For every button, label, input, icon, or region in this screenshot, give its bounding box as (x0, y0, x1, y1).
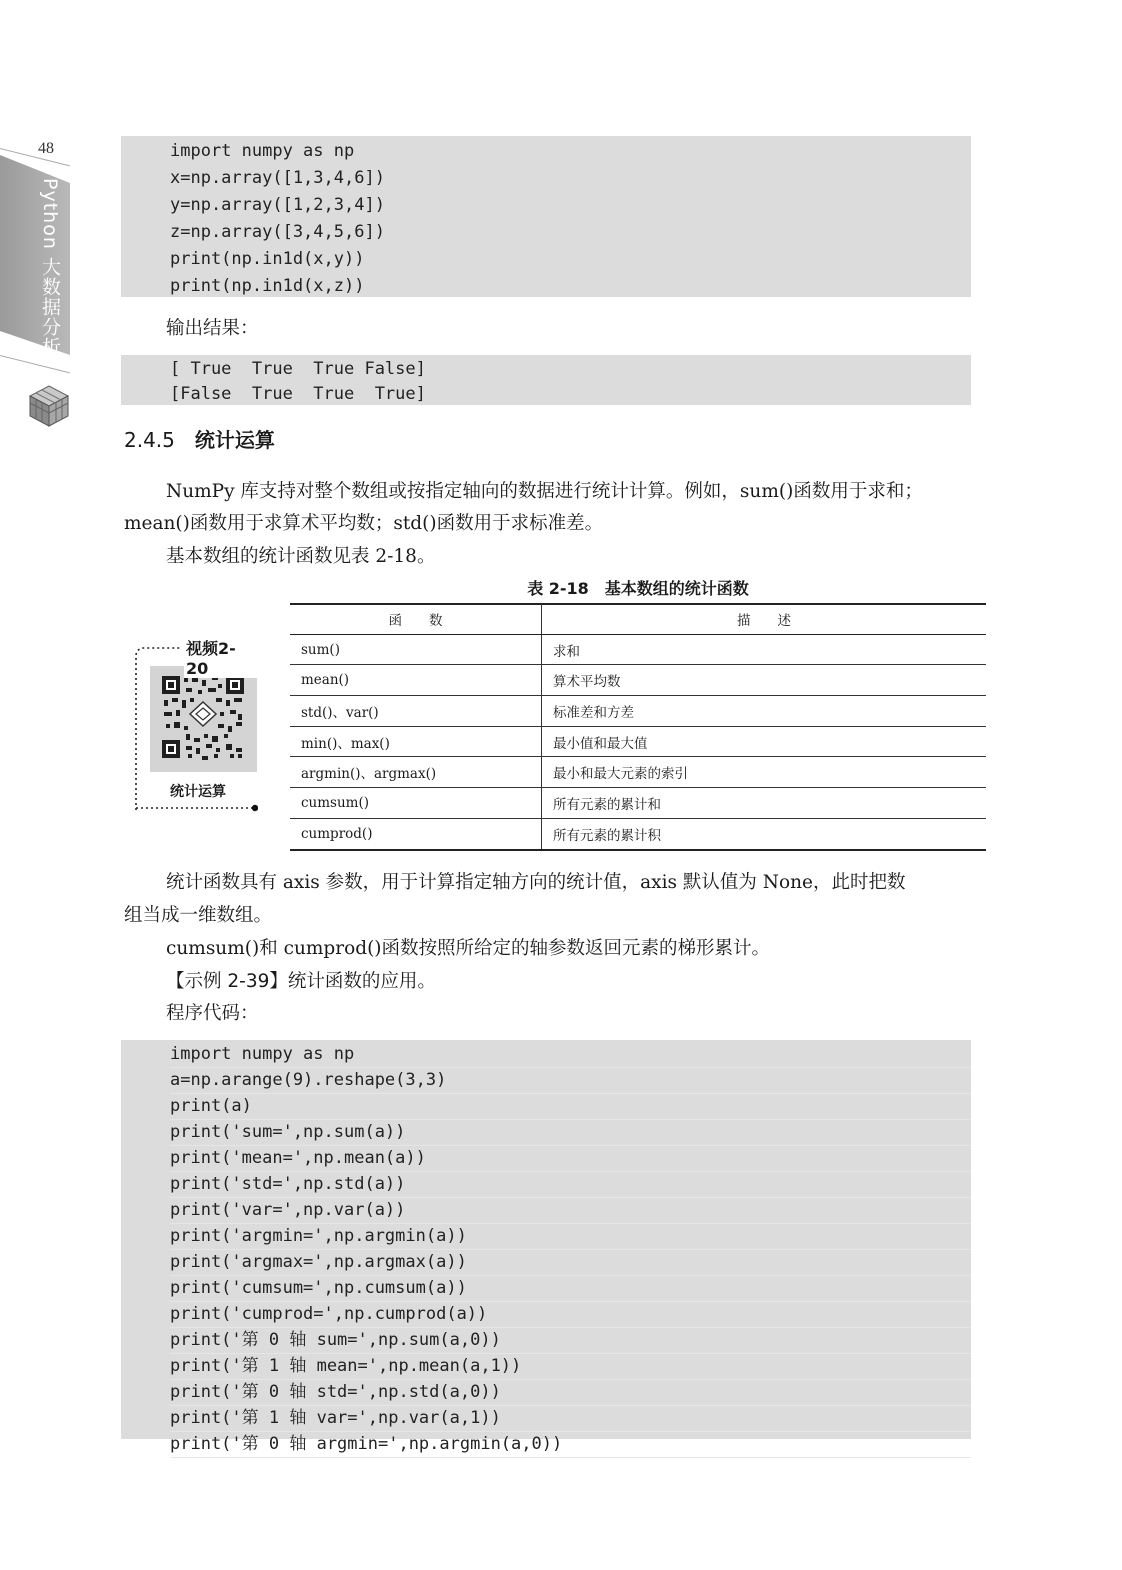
function-cell: sum() (290, 634, 542, 665)
function-cell: cumprod() (290, 818, 542, 849)
table-row (290, 757, 986, 788)
code-line: print('argmax=',np.argmax(a)) (170, 1250, 971, 1276)
paragraph-line: 基本数组的统计函数见表 2-18。 (166, 546, 436, 567)
code-line: print('第 1 轴 mean=',np.mean(a,1)) (170, 1354, 971, 1380)
function-cell: argmin()、argmax() (290, 757, 542, 788)
code-line: print('第 1 轴 var=',np.var(a,1)) (170, 1406, 971, 1432)
paragraph-line: cumsum()和 cumprod()函数按照所给定的轴参数返回元素的梯形累计。 (166, 938, 771, 959)
code-line: print('mean=',np.mean(a)) (170, 1146, 971, 1172)
column-header: 函 数 (290, 604, 542, 634)
table-row (290, 696, 986, 727)
code-line: y=np.array([1,2,3,4]) (170, 195, 385, 215)
description-cell: 标准差和方差 (542, 696, 987, 727)
book-title: Python 大数据分析 (39, 178, 61, 357)
code-line: x=np.array([1,3,4,6]) (170, 168, 385, 188)
function-cell: min()、max() (290, 726, 542, 757)
section-heading (124, 424, 275, 453)
paragraph-line: 统计函数具有 axis 参数，用于计算指定轴方向的统计值，axis 默认值为 None，此时把数 (166, 872, 906, 893)
code-line: print('sum=',np.sum(a)) (170, 1120, 971, 1146)
table-header-row (290, 604, 986, 634)
output-line: [ True True True False] (170, 359, 426, 379)
code-line: print('argmin=',np.argmin(a)) (170, 1224, 971, 1250)
example-line (166, 966, 436, 998)
code-line: print(a) (170, 1094, 971, 1120)
stats-function-table (290, 604, 986, 851)
table-row (290, 634, 986, 665)
code-line: print(np.in1d(x,z)) (170, 276, 365, 296)
code-line: z=np.array([3,4,5,6]) (170, 222, 385, 242)
code-line: print('第 0 轴 sum=',np.sum(a,0)) (170, 1328, 971, 1354)
output-block (121, 355, 971, 405)
cube-logo-icon (26, 382, 72, 428)
table-row (290, 665, 986, 696)
paragraph-line: mean()函数用于求算术平均数；std()函数用于求标准差。 (124, 513, 604, 534)
table-row (290, 788, 986, 819)
code-line: print('std=',np.std(a)) (170, 1172, 971, 1198)
function-cell: std()、var() (290, 696, 542, 727)
side-tab-border (0, 355, 70, 373)
description-cell: 所有元素的累计积 (542, 818, 987, 849)
code-line: print('var=',np.var(a)) (170, 1198, 971, 1224)
paragraph-line: NumPy 库支持对整个数组或按指定轴向的数据进行统计计算。例如，sum()函数用于求和； (166, 481, 923, 502)
section-number: 2.4.5 (124, 428, 175, 452)
description-cell: 求和 (542, 634, 987, 665)
code-line: print('cumsum=',np.cumsum(a)) (170, 1276, 971, 1302)
example-text: 统计函数的应用。 (287, 971, 436, 992)
column-header: 描 述 (542, 604, 987, 634)
program-label: 程序代码： (166, 1003, 259, 1024)
code-block (121, 136, 971, 297)
table-row (290, 726, 986, 757)
video-caption: 统计运算 (170, 784, 226, 800)
code-block (121, 1040, 971, 1454)
table-caption: 表 2-18 基本数组的统计函数 (527, 579, 749, 598)
description-cell: 算术平均数 (542, 665, 987, 696)
video-callout (134, 640, 258, 812)
function-cell: cumsum() (290, 788, 542, 819)
description-cell: 最小值和最大值 (542, 726, 987, 757)
code-line: print('第 0 轴 std=',np.std(a,0)) (170, 1380, 971, 1406)
function-cell: mean() (290, 665, 542, 696)
paragraph-line: 组当成一维数组。 (124, 905, 273, 926)
page-number: 48 (38, 140, 54, 157)
code-line: print(np.in1d(x,y)) (170, 249, 365, 269)
code-line: a=np.arange(9).reshape(3,3) (170, 1068, 971, 1094)
output-label: 输出结果： (166, 318, 259, 339)
video-label: 视频2-20 (184, 636, 258, 678)
section-title: 统计运算 (194, 428, 275, 452)
table-row (290, 818, 986, 849)
description-cell: 最小和最大元素的索引 (542, 757, 987, 788)
output-line: [False True True True] (170, 384, 426, 404)
example-label: 【示例 2-39】 (166, 971, 288, 992)
code-line: print('第 0 轴 argmin=',np.argmin(a,0)) (170, 1432, 971, 1458)
code-line: print('cumprod=',np.cumprod(a)) (170, 1302, 971, 1328)
code-line: import numpy as np (170, 1042, 971, 1068)
description-cell: 所有元素的累计和 (542, 788, 987, 819)
code-line: import numpy as np (170, 141, 355, 161)
